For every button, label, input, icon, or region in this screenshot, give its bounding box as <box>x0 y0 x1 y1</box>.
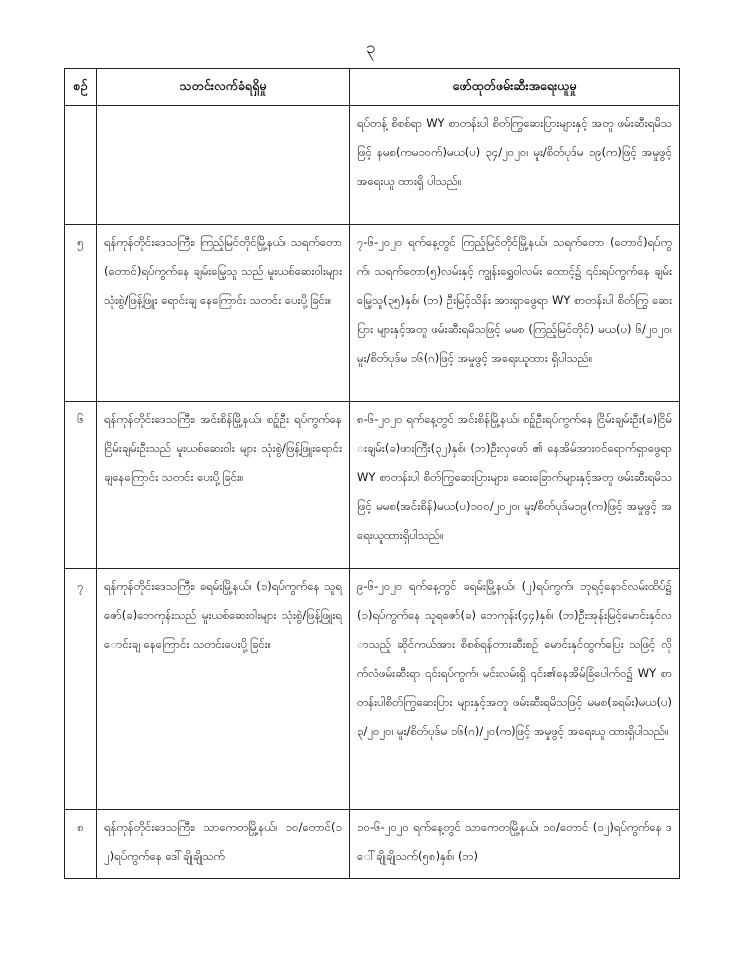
row-arrest-action: ရပ်တန့် စိစစ်ရာ WY စာတန်းပါ စိတ်ကြွဆေးပြားများနှင့် အတူ ဖမ်းဆီးရမိသဖြင့် နမစ(ကမ၁၀က်)မယ(ပ) ၃၄/၂၀၂၀၊ မူး/စိတ်ပုဒ်မ ၁၉(က)ဖြင့် အမှုဖွင့် အရေးယူ ထားရှိ ပါသည်။ <box>350 106 680 225</box>
table-row <box>65 569 680 810</box>
row-information-received: ရန်ကုန်တိုင်းဒေသကြီး၊ သာကေတမြို့နယ်၊ ၁၀/တောင်(၁၂)ရပ်ကွက်နေ ဒေါ်ချိုချိုသက် <box>97 810 350 879</box>
table-row <box>65 810 680 879</box>
row-serial-number <box>65 106 97 225</box>
table-row <box>65 225 680 402</box>
row-arrest-action: ၇-၆-၂၀၂၀ ရက်နေ့တွင် ကြည့်မြင်တိုင်မြို့နယ်၊ သရက်တော (တောင်)ရပ်ကွက်၊ သရက်တော(၅)လမ်းနှင့် ကျွန်းရွှေဝါလမ်း ထောင့်၌ ၎င်းရပ်ကွက်နေ ချမ်းမြေ့သူ(၃၅)နှစ်၊ (ဘ) ဦးမြင့်သိန်း အားရှာဖွေရာ WY စာတန်းပါ စိတ်ကြွ ဆေးပြား များနှင့်အတူ ဖမ်းဆီးရမိသဖြင့် မမစ (ကြည့်မြင်တိုင်) မယ(ပ) ၆/၂၀၂၀၊ မူး/စိတ်ပုဒ်မ ၁၆(ဂ)ဖြင့် အမှုဖွင့် အရေးယူထား ရှိပါသည်။ <box>350 225 680 402</box>
row-serial-number: ၇ <box>65 569 97 810</box>
table-row <box>65 402 680 569</box>
records-table <box>64 68 680 879</box>
page-number: ၃ <box>366 38 376 58</box>
row-information-received: ရန်ကုန်တိုင်းဒေသကြီး၊ ခရမ်းမြို့နယ်၊ (၁)ရပ်ကွက်နေ သူရဇော်(ခ)ဘေကုန်းသည် မူးယစ်ဆေးဝါးများ သုံးစွဲ/ဖြန့်ဖြူးရောင်းချ နေကြောင်း သတင်းပေးပို့ခြင်း။ <box>97 569 350 810</box>
header-serial-number: စဉ် <box>65 69 97 106</box>
row-arrest-action: ၁၀-၆-၂၀၂၀ ရက်နေ့တွင် သာကေတမြို့နယ်၊ ၁၀/တောင် (၁၂)ရပ်ကွက်နေ ဒေါ်ချိုချိုသက်(၅၈)နှစ်၊ (ဘ) <box>350 810 680 879</box>
row-information-received: ရန်ကုန်တိုင်းဒေသကြီး၊ ကြည့်မြင်တိုင်မြို့နယ်၊ သရက်တော(တောင်)ရပ်ကွက်နေ ချမ်းမြေ့သူ သည် မူးယစ်ဆေးဝါးများ သုံးစွဲ/ဖြန့်ဖြူး ရောင်းချ နေကြောင်း သတင်း ပေးပို့ခြင်း။ <box>97 225 350 402</box>
row-arrest-action: ၉-၆-၂၀၂၀ ရက်နေ့တွင် ခရမ်းမြို့နယ်၊ (၂)ရပ်ကွက်၊ ဘုရင့်နောင်လမ်းထိပ်၌ (၁)ရပ်ကွက်နေ သူရဇော်(ခ) ဘေကုန်း(၄၄)နှစ်၊ (ဘ)ဦးအုန်းမြင့်မောင်းနှင်လာသည့် ဆိုင်ကယ်အား စိစစ်ရန်တားဆီးစဉ် မောင်းနှင်ထွက်ပြေး သဖြင့် လိုက်လံဖမ်းဆီးရာ ၎င်းရပ်ကွက်၊ မင်းလမ်းရှိ ၎င်း၏နေအိမ်ခြံပေါက်ဝ၌ WY စာတန်းပါစိတ်ကြွဆေးပြား များနှင့်အတူ ဖမ်းဆီးရမိသဖြင့် မမစ(ခရမ်း)မယ(ပ) ၃/၂၀၂၀၊ မူး/စိတ်ပုဒ်မ ၁၆(ဂ)/၂၀(က)ဖြင့် အမှုဖွင့် အရေးယူ ထားရှိပါသည်။ <box>350 569 680 810</box>
row-serial-number: ၅ <box>65 225 97 402</box>
row-information-received: ရန်ကုန်တိုင်းဒေသကြီး၊ အင်းစိန်မြို့နယ်၊ စဥ့်ဦး ရပ်ကွက်နေ ငြိမ်းချမ်းဦးသည် မူးယစ်ဆေးဝါး များ သုံးစွဲ/ဖြန့်ဖြူးရောင်းချနေကြောင်း သတင်း ပေးပို့ခြင်း။ <box>97 402 350 569</box>
row-information-received <box>97 106 350 225</box>
header-arrest-action: ဖော်ထုတ်ဖမ်းဆီးအရေးယူမှု <box>350 69 680 106</box>
row-serial-number: ၆ <box>65 402 97 569</box>
row-arrest-action: ၈-၆-၂၀၂၀ ရက်နေ့တွင် အင်းစိန်မြို့နယ်၊ စဥ့်ဦးရပ်ကွက်နေ ငြိမ်းချမ်းဦး(ခ)ငြိမ်းချမ်း(ခ)ဖားကြီး(၃၂)နှစ်၊ (ဘ)ဦးလှဖော် ၏ နေအိမ်အားဝင်ရောက်ရှာဖွေရာ WY စာတန်းပါ စိတ်ကြွဆေးပြားများ၊ ဆေးခြောက်များနှင့်အတူ ဖမ်းဆီးရမိသဖြင့် မမစ(အင်းစိန်)မယ(ပ)၁၀၀/၂၀၂၀၊ မူး/စိတ်ပုဒ်မ၁၉(က)ဖြင့် အမှုဖွင့် အရေးယူထားရှိပါသည်။ <box>350 402 680 569</box>
table-row <box>65 106 680 225</box>
row-serial-number: ၈ <box>65 810 97 879</box>
header-information-received: သတင်းလက်ခံရရှိမှု <box>97 69 350 106</box>
table-header-row <box>65 69 680 106</box>
